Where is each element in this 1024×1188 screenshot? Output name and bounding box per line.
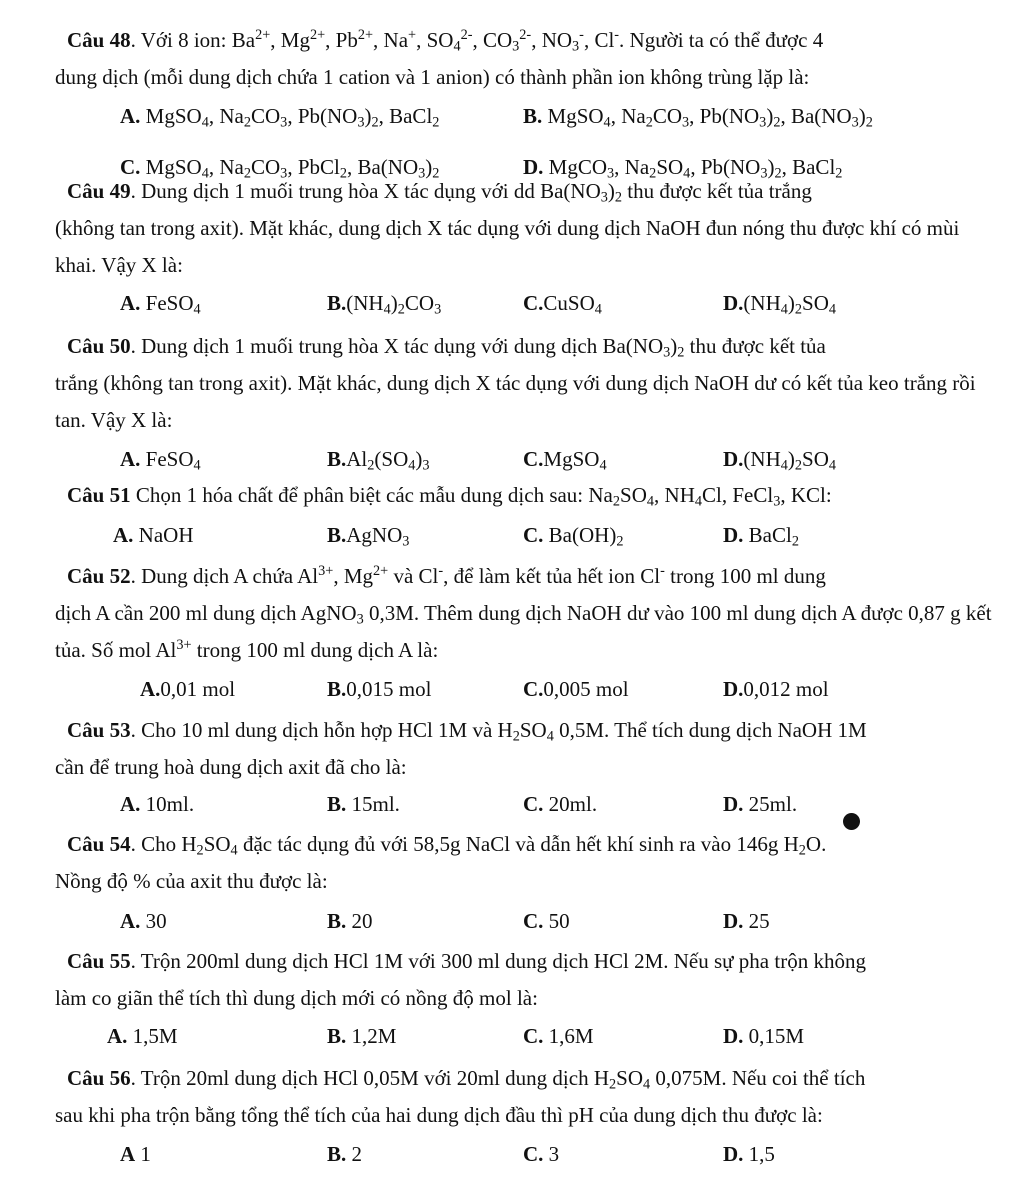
option-text: 20ml.	[543, 792, 598, 816]
question-53-options	[0, 786, 1024, 822]
option-letter: D.	[523, 155, 544, 179]
question-49-stem: Câu 49. Dung dịch 1 muối trung hòa X tác dụng với dd $Ba(NO_3)_2$ thu được kết tủa trắng (không tan trong axit). Mặt khác, dung dịch X tác dụng với dung dịch NaOH đun nóng thu được khí có mùi khai. Vậy X là:	[55, 179, 960, 277]
option-letter: B.	[327, 447, 347, 471]
option-b[interactable]	[523, 98, 873, 134]
option-letter: D.	[723, 677, 744, 701]
option-c[interactable]	[523, 1018, 594, 1054]
option-letter: D.	[723, 792, 744, 816]
question-52-options	[0, 671, 1024, 707]
option-letter: B.	[327, 523, 347, 547]
option-text: 1,2M	[346, 1024, 397, 1048]
option-text: 3	[543, 1142, 560, 1166]
option-letter: C.	[523, 447, 544, 471]
option-text: $(NH_4)_2SO_4$	[743, 447, 837, 474]
question-51-options	[0, 517, 1024, 553]
option-a[interactable]	[120, 98, 439, 134]
option-letter: D.	[723, 909, 744, 933]
option-letter: A.	[120, 104, 141, 128]
option-a[interactable]	[120, 903, 167, 939]
option-text: 0,15M	[743, 1024, 805, 1048]
option-letter: A.	[120, 792, 141, 816]
option-text: 10ml.	[140, 792, 195, 816]
option-text: 30	[140, 909, 167, 933]
option-letter: C.	[523, 523, 544, 547]
option-letter: D.	[723, 1024, 744, 1048]
question-55-options	[0, 1018, 1024, 1054]
option-a[interactable]	[113, 517, 194, 553]
option-text: $Al_2(SO_4)_3$	[346, 447, 430, 474]
option-text: 15ml.	[346, 792, 400, 816]
question-48-options	[0, 98, 1024, 134]
option-b[interactable]	[327, 441, 430, 477]
option-text: $Ba(OH)_2$	[543, 523, 624, 550]
option-text: CuSO$_4$	[543, 291, 602, 318]
option-text: BaCl$_2$	[743, 523, 799, 550]
option-letter: C.	[523, 291, 544, 315]
option-text: 0,005 mol	[543, 677, 629, 701]
option-text: $(NH_4)_2CO_3$	[346, 291, 442, 318]
option-letter: A.	[113, 523, 134, 547]
option-b[interactable]	[327, 671, 431, 707]
option-a[interactable]	[140, 671, 235, 707]
option-c[interactable]	[523, 903, 570, 939]
option-d[interactable]	[723, 1136, 775, 1172]
option-d[interactable]	[723, 786, 797, 822]
option-d[interactable]	[723, 517, 799, 553]
question-50-stem: Câu 50. Dung dịch 1 muối trung hòa X tác dụng với dung dịch $Ba(NO_3)_2$ thu được kết tủa trắng (không tan trong axit). Mặt khác, dung dịch X tác dụng với dung dịch NaOH dư có kết tủa keo trắng rồi tan. Vậy X là:	[55, 334, 976, 432]
option-letter: A.	[107, 1024, 128, 1048]
option-letter: D.	[723, 523, 744, 547]
option-b[interactable]	[327, 786, 400, 822]
option-c[interactable]	[523, 285, 602, 321]
option-letter: C.	[120, 155, 141, 179]
option-letter: C.	[523, 677, 544, 701]
option-c[interactable]	[523, 671, 629, 707]
option-text: 0,015 mol	[346, 677, 432, 701]
option-text: 0,012 mol	[743, 677, 829, 701]
option-text: FeSO$_4$	[140, 291, 201, 318]
option-letter: B.	[523, 104, 543, 128]
option-a[interactable]	[120, 1136, 151, 1172]
option-text: MgSO$_4$, $Na_2CO_3$, PbCl$_2$, $Ba(NO_3)_2$	[140, 155, 440, 182]
option-letter: D.	[723, 291, 744, 315]
option-a[interactable]	[120, 441, 201, 477]
option-text: 0,01 mol	[160, 677, 236, 701]
option-d[interactable]	[723, 903, 770, 939]
question-52-stem: Câu 52. Dung dịch A chứa $Al^{3+}$, $Mg^{2+}$ và Cl-, để làm kết tủa hết ion Cl- trong 100 ml dung dịch A cần 200 ml dung dịch AgNO$_3$ 0,3M. Thêm dung dịch NaOH dư vào 100 ml dung dịch A được 0,87 g kết tủa. Số mol $Al^{3+}$ trong 100 ml dung dịch A là:	[55, 563, 992, 662]
option-text: 1,5M	[127, 1024, 178, 1048]
option-letter: B.	[327, 792, 347, 816]
option-d[interactable]	[723, 441, 836, 477]
option-text: 50	[543, 909, 570, 933]
option-text: FeSO$_4$	[140, 447, 201, 474]
question-51-stem: Câu 51 Chọn 1 hóa chất để phân biệt các mẫu dung dịch sau: $Na_2SO_4$, $NH_4Cl$, FeCl$_3$, KCl:	[67, 483, 832, 510]
option-letter: C.	[523, 1024, 544, 1048]
option-letter: D.	[723, 447, 744, 471]
option-text: AgNO$_3$	[346, 523, 410, 550]
option-text: 1,5	[743, 1142, 775, 1166]
option-text: $(NH_4)_2SO_4$	[743, 291, 837, 318]
option-b[interactable]	[327, 1018, 396, 1054]
option-letter: A.	[140, 677, 161, 701]
option-letter: B.	[327, 1024, 347, 1048]
question-56-stem: Câu 56. Trộn 20ml dung dịch HCl 0,05M với 20ml dung dịch $H_2SO_4$ 0,075M. Nếu coi thể tích sau khi pha trộn bằng tổng thể tích của hai dung dịch đầu thì pH của dung dịch thu được là:	[55, 1066, 866, 1127]
question-54-options	[0, 903, 1024, 939]
option-a[interactable]	[107, 1018, 178, 1054]
option-text: MgSO$_4$, $Na_2CO_3$, $Pb(NO_3)_2$, $Ba(NO_3)_2$	[542, 104, 873, 131]
option-text: 25	[743, 909, 770, 933]
option-letter: C.	[523, 909, 544, 933]
option-letter: A.	[120, 909, 141, 933]
question-54-stem: Câu 54. Cho $H_2SO_4$ đặc tác dụng đủ với 58,5g NaCl và dẫn hết khí sinh ra vào 146g $H_2O$. Nồng độ % của axit thu được là:	[55, 832, 827, 893]
question-53-stem: Câu 53. Cho 10 ml dung dịch hỗn hợp HCl 1M và $H_2SO_4$ 0,5M. Thể tích dung dịch NaOH 1M cần để trung hoà dung dịch axit đã cho là:	[55, 718, 867, 779]
option-letter: C.	[523, 1142, 544, 1166]
question-55-stem: Câu 55. Trộn 200ml dung dịch HCl 1M với 300 ml dung dịch HCl 2M. Nếu sự pha trộn không làm co giãn thể tích thì dung dịch mới có nồng độ mol là:	[55, 949, 866, 1010]
option-text: 2	[346, 1142, 363, 1166]
option-text: 1,6M	[543, 1024, 594, 1048]
question-49-options	[0, 285, 1024, 321]
option-d[interactable]	[723, 285, 836, 321]
option-d[interactable]	[723, 671, 829, 707]
question-56-options	[0, 1136, 1024, 1172]
option-text: NaOH	[133, 523, 194, 547]
option-c[interactable]	[523, 1136, 559, 1172]
option-text: 25ml.	[743, 792, 798, 816]
option-letter: B.	[327, 1142, 347, 1166]
option-text: MgSO$_4$	[543, 447, 607, 474]
question-48-stem: Câu 48. Với 8 ion: $Ba^{2+}$, $Mg^{2+}$, $Pb^{2+}$, Na+, $SO_4^{2-}$, $CO_3^{2-}$, $NO_3^-$, Cl-. Người ta có thể được 4 dung dịch (mỗi dung dịch chứa 1 cation và 1 anion) có thành phần ion không trùng lặp là:	[55, 27, 824, 89]
option-text: MgCO$_3$, $Na_2SO_4$, $Pb(NO_3)_2$, BaCl$_2$	[543, 155, 843, 182]
question-50-options	[0, 441, 1024, 477]
option-b[interactable]	[327, 517, 409, 553]
option-letter: C.	[523, 792, 544, 816]
option-b[interactable]	[327, 903, 373, 939]
option-a[interactable]	[120, 285, 201, 321]
option-text: 20	[346, 909, 373, 933]
option-letter: A.	[120, 447, 141, 471]
option-c[interactable]	[523, 441, 607, 477]
option-letter: B.	[327, 291, 347, 315]
option-letter: A.	[120, 291, 141, 315]
option-b[interactable]	[327, 285, 441, 321]
option-a[interactable]	[120, 786, 194, 822]
option-letter: A	[120, 1142, 136, 1166]
option-text: MgSO$_4$, $Na_2CO_3$, $Pb(NO_3)_2$, BaCl$_2$	[140, 104, 440, 131]
option-c[interactable]	[523, 786, 597, 822]
option-b[interactable]	[327, 1136, 362, 1172]
option-c[interactable]	[523, 517, 623, 553]
option-text: 1	[135, 1142, 151, 1166]
option-letter: B.	[327, 909, 347, 933]
option-d[interactable]	[723, 1018, 804, 1054]
option-letter: B.	[327, 677, 347, 701]
option-letter: D.	[723, 1142, 744, 1166]
